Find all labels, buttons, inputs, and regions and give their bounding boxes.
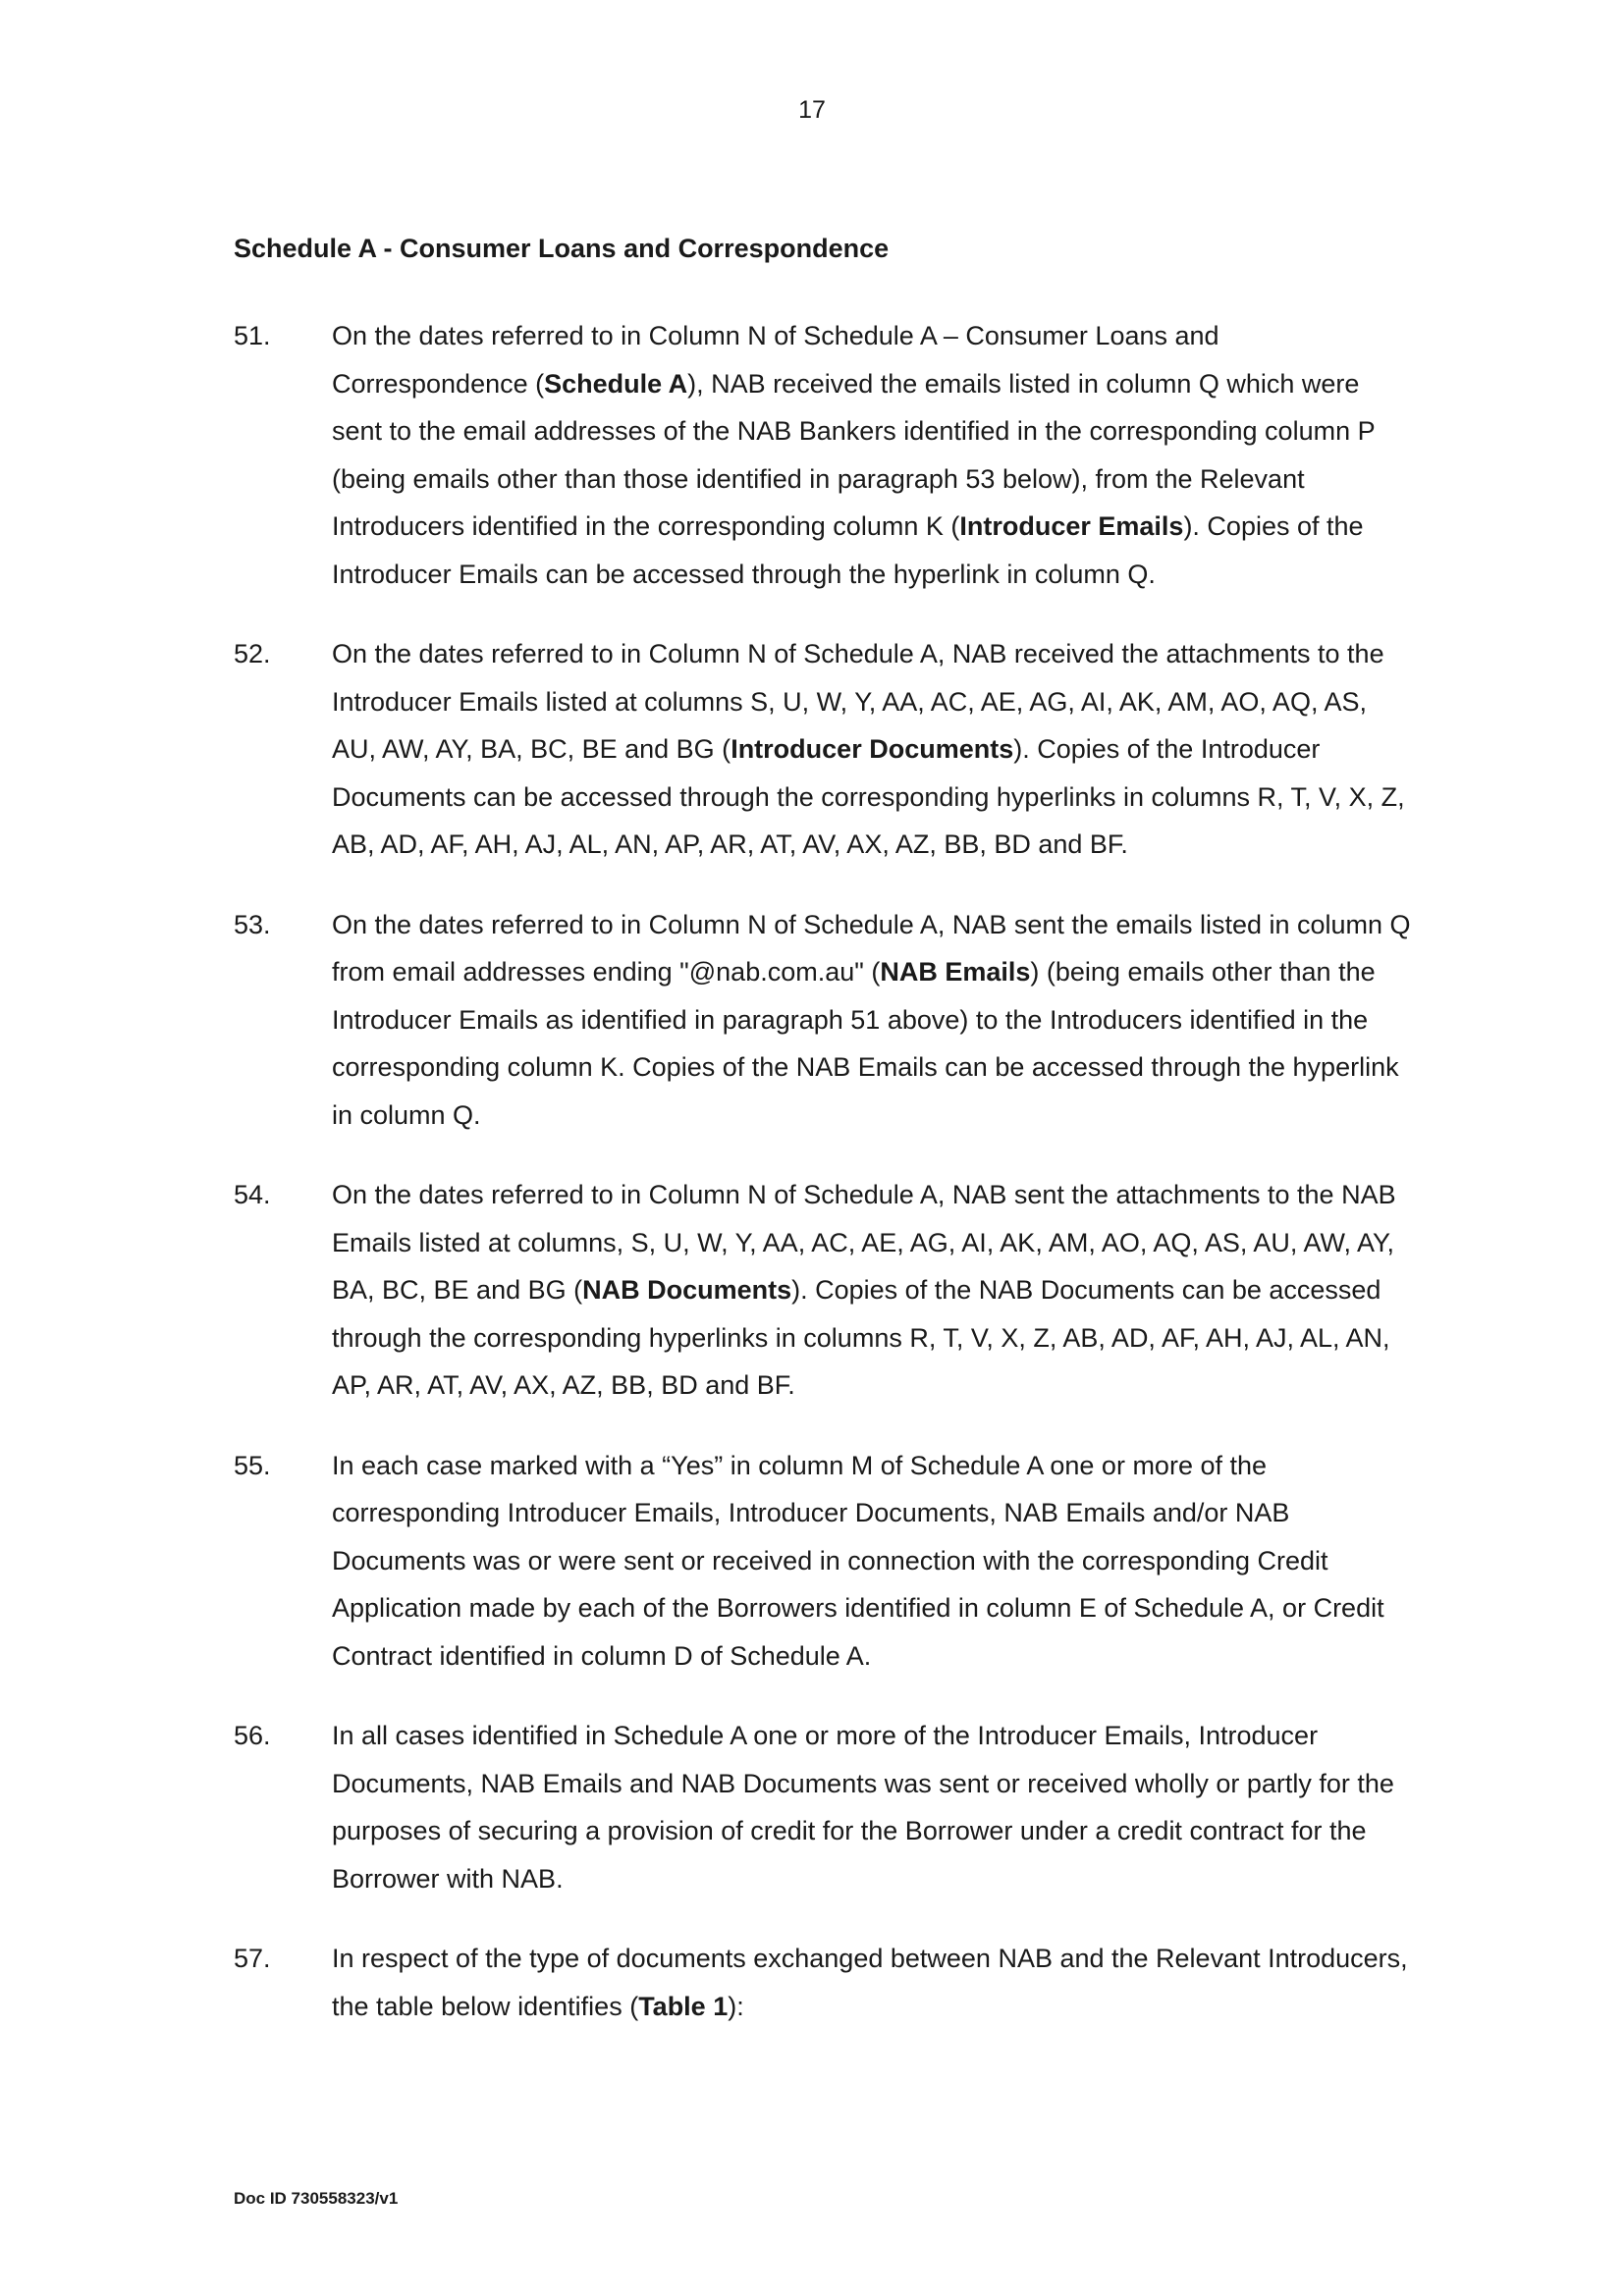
- doc-id-footer: Doc ID 730558323/v1: [234, 2189, 399, 2208]
- defined-term: Introducer Emails: [959, 511, 1184, 541]
- text-segment: ) (being emails other than the Introducer Emails as identified in paragraph 51 above) to the Introducers identified in the corresponding column K. Copies of the NAB Emails can be accessed through the hyperlink in column Q.: [332, 957, 1399, 1130]
- text-segment: On the dates referred to in Column N of Schedule A, NAB received the attachments to the Introducer Emails listed at columns S, U, W, Y, AA, AC, AE, AG, AI, AK, AM, AO, AQ, AS, AU, AW, AY, BA, BC, BE and BG (: [332, 639, 1384, 764]
- text-segment: On the dates referred to in Column N of Schedule A, NAB sent the attachments to the NAB Emails listed at columns, S, U, W, Y, AA, AC, AE, AG, AI, AK, AM, AO, AQ, AS, AU, AW, AY, BA, BC, BE and BG (: [332, 1180, 1396, 1305]
- text-segment: On the dates referred to in Column N of Schedule A, NAB sent the emails listed in column Q from email addresses ending "@nab.com.au" (: [332, 909, 1411, 987]
- text-segment: ):: [728, 1991, 744, 2021]
- paragraph-text: [332, 1171, 1412, 1410]
- paragraph-text: [332, 630, 1412, 869]
- defined-term: Table 1: [638, 1991, 729, 2021]
- text-segment: ). Copies of the Introducer Documents can be accessed through the corresponding hyperlinks in columns R, T, V, X, Z, AB, AD, AF, AH, AJ, AL, AN, AP, AR, AT, AV, AX, AZ, BB, BD and BF.: [332, 734, 1405, 859]
- paragraph: [234, 1712, 1412, 1902]
- paragraph-text: [332, 312, 1412, 598]
- text-segment: In each case marked with a “Yes” in column M of Schedule A one or more of the corresponding Introducer Emails, Introducer Documents, NAB Emails and/or NAB Documents was or were sent or received in connection with the corresponding Credit Application made by each of the Borrowers identified in column E of Schedule A, or Credit Contract identified in column D of Schedule A.: [332, 1450, 1384, 1671]
- paragraph: [234, 312, 1412, 598]
- defined-term: Introducer Documents: [731, 734, 1014, 764]
- schedule-heading: Schedule A - Consumer Loans and Correspondence: [234, 234, 890, 263]
- text-segment: ), NAB received the emails listed in column Q which were sent to the email addresses of the NAB Bankers identified in the corresponding column P (being emails other than those identified in paragraph 53 below), from the Relevant Introducers identified in the corresponding column K (: [332, 368, 1376, 541]
- page-number: 17: [798, 96, 826, 124]
- paragraph-number: 53.: [234, 909, 271, 939]
- paragraph: [234, 1935, 1412, 2030]
- text-segment: In all cases identified in Schedule A one or more of the Introducer Emails, Introducer Documents, NAB Emails and NAB Documents was sent or received wholly or partly for the purposes of securing a provision of credit for the Borrower under a credit contract for the Borrower with NAB.: [332, 1721, 1394, 1894]
- paragraph-text: [332, 1442, 1412, 1681]
- paragraph-number: 51.: [234, 321, 271, 350]
- paragraph: [234, 1442, 1412, 1681]
- text-segment: ). Copies of the NAB Documents can be accessed through the corresponding hyperlinks in columns R, T, V, X, Z, AB, AD, AF, AH, AJ, AL, AN, AP, AR, AT, AV, AX, AZ, BB, BD and BF.: [332, 1275, 1390, 1400]
- paragraph: [234, 901, 1412, 1140]
- defined-term: NAB Emails: [880, 957, 1031, 987]
- defined-term: Schedule A: [544, 368, 688, 399]
- text-segment: ). Copies of the Introducer Emails can be accessed through the hyperlink in column Q.: [332, 511, 1364, 589]
- paragraph-text: [332, 901, 1412, 1140]
- text-segment: In respect of the type of documents exchanged between NAB and the Relevant Introducers, the table below identifies (: [332, 1944, 1408, 2021]
- paragraph-number: 54.: [234, 1180, 271, 1209]
- paragraph: [234, 1171, 1412, 1410]
- paragraph-number: 57.: [234, 1944, 271, 1973]
- paragraph-number: 52.: [234, 639, 271, 668]
- paragraph: [234, 630, 1412, 869]
- text-segment: On the dates referred to in Column N of Schedule A – Consumer Loans and Correspondence (: [332, 321, 1219, 399]
- paragraph-number: 55.: [234, 1450, 271, 1480]
- paragraph-text: [332, 1935, 1412, 2030]
- defined-term: NAB Documents: [582, 1275, 792, 1305]
- paragraph-number: 56.: [234, 1721, 271, 1750]
- paragraph-text: [332, 1712, 1412, 1902]
- paragraph-list: [234, 312, 1412, 2062]
